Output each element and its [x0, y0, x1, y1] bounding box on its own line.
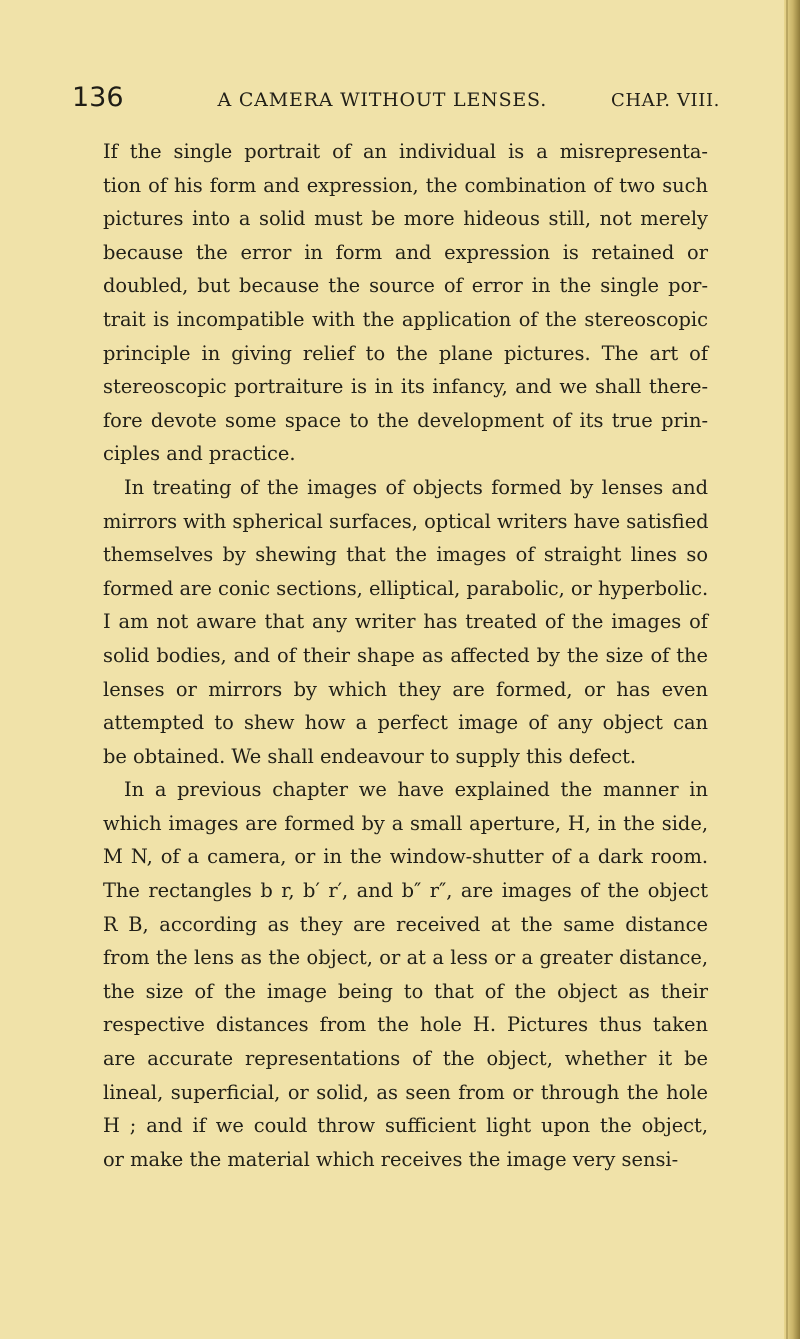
text-line: trait is incompatible with the application of the stereoscopic	[103, 307, 708, 331]
text-line: solid bodies, and of their shape as affected by the size of the	[103, 643, 708, 667]
text-line: H ; and if we could throw sufficient light upon the object,	[103, 1114, 708, 1138]
text-line: tion of his form and expression, the combination of two such	[103, 173, 708, 197]
text-line: pictures into a solid must be more hideous still, not merely	[103, 207, 708, 231]
text-line: lineal, superficial, or solid, as seen from or through the hole	[103, 1080, 708, 1104]
paragraph	[103, 471, 708, 773]
text-line: or make the material which receives the image very sensi-	[103, 1147, 679, 1171]
text-line: attempted to shew how a perfect image of any object can	[103, 711, 708, 735]
text-line: I am not aware that any writer has treated of the images of	[103, 610, 708, 634]
text-line: fore devote some space to the development of its true prin-	[103, 408, 708, 432]
text-line: In a previous chapter we have explained the manner in	[124, 778, 708, 802]
text-line: principle in giving relief to the plane pictures. The art of	[103, 341, 708, 365]
text-line: themselves by shewing that the images of straight lines so	[103, 543, 708, 567]
paragraph	[103, 773, 708, 1176]
text-line: lenses or mirrors by which they are formed, or has even	[103, 677, 708, 701]
text-line: because the error in form and expression is retained or	[103, 240, 708, 264]
text-line: ciples and practice.	[103, 442, 296, 466]
page-number: 136	[72, 82, 124, 113]
text-line: respective distances from the hole H. Pictures thus taken	[103, 1013, 708, 1037]
text-line: are accurate representations of the object, whether it be	[103, 1047, 708, 1071]
text-line: be obtained. We shall endeavour to supply this defect.	[103, 744, 637, 768]
text-line: If the single portrait of an individual is a misrepresenta-	[103, 140, 708, 163]
text-line: mirrors with spherical surfaces, optical writers have satisfied	[103, 509, 709, 533]
text-line: which images are formed by a small aperture, H, in the side,	[103, 811, 708, 835]
text-line: stereoscopic portraiture is in its infancy, and we shall there-	[103, 375, 708, 399]
page-edge-shadow	[784, 0, 800, 1339]
running-header	[72, 82, 720, 116]
body-text	[103, 135, 708, 1176]
text-line: doubled, but because the source of error in the single por-	[103, 274, 708, 298]
text-line: the size of the image being to that of the object as their	[103, 979, 708, 1003]
paragraph	[103, 135, 708, 471]
text-line: formed are conic sections, elliptical, parabolic, or hyperbolic.	[103, 576, 709, 600]
text-line: R B, according as they are received at the same distance	[103, 912, 708, 936]
text-line: M N, of a camera, or in the window-shutter of a dark room.	[103, 845, 708, 869]
text-line: from the lens as the object, or at a less or a greater distance,	[103, 946, 708, 970]
chapter-label: CHAP. VIII.	[610, 90, 720, 111]
text-line: The rectangles b r, b′ r′, and b″ r″, are images of the object	[103, 879, 708, 903]
running-title: A CAMERA WITHOUT LENSES.	[217, 89, 548, 111]
text-line: In treating of the images of objects formed by lenses and	[124, 475, 708, 499]
